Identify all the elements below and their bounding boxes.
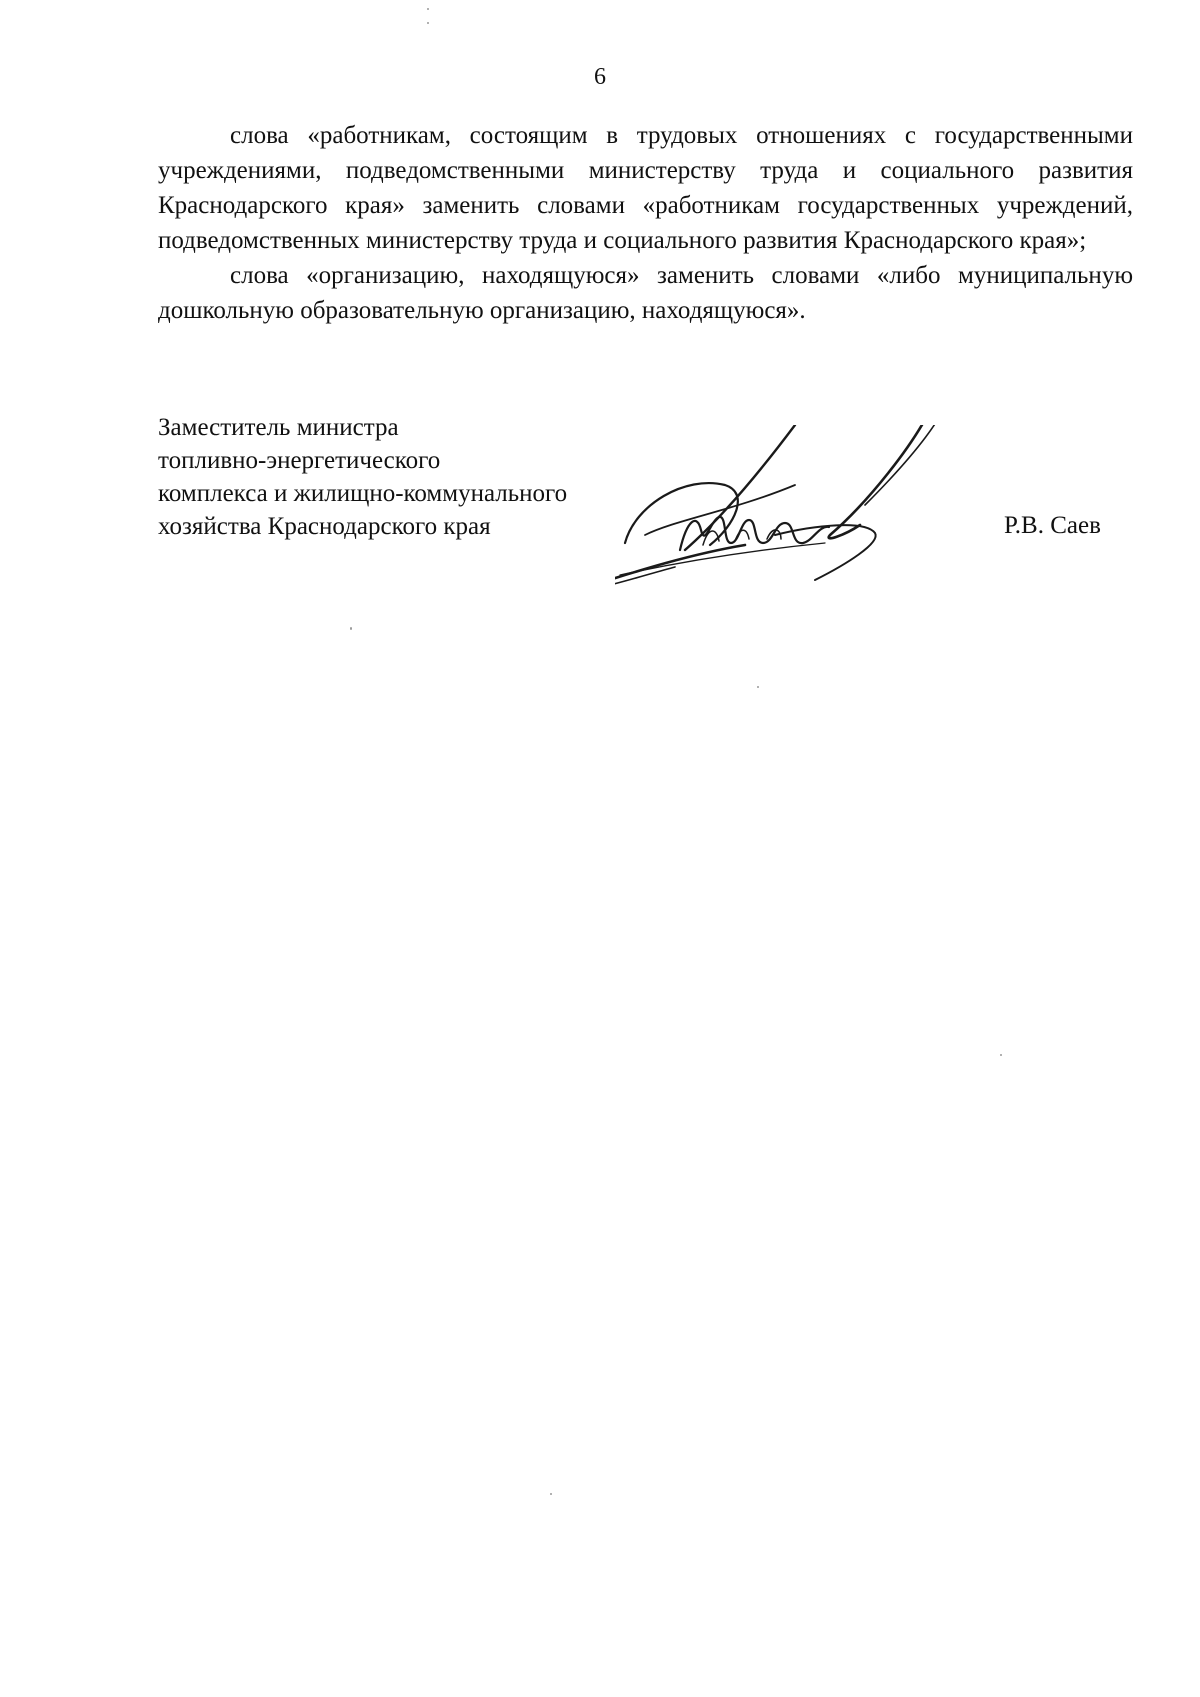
scan-speck	[757, 686, 759, 688]
signatory-title-line-1: Заместитель министра	[158, 414, 399, 441]
scan-speck	[550, 1493, 552, 1495]
paragraph-1: слова «работникам, состоящим в трудовых отношениях с государственными учреждениями, подведомственными министерству труда и социального развития Краснодарского края» заменить словами «работникам государственных учреждений, подведомственных министерству труда и социального развития Краснодарского края»;	[158, 122, 1133, 254]
paragraph-2: слова «организацию, находящуюся» заменить словами «либо муниципальную дошкольную образовательную организацию, находящуюся».	[158, 262, 1133, 324]
signatory-title-line-3: комплекса и жилищно-коммунального	[158, 480, 568, 507]
scan-speck	[427, 22, 429, 24]
scan-speck	[350, 627, 352, 630]
scan-speck	[427, 8, 429, 10]
scan-speck	[1000, 1054, 1002, 1056]
signer-name: Р.В. Саев	[1004, 512, 1101, 539]
signatory-title	[158, 411, 678, 543]
signatory-title-line-2: топливно-энергетического	[158, 447, 441, 474]
handwritten-signature-icon	[615, 425, 1035, 625]
page-number: 6	[594, 64, 606, 90]
document-body	[158, 118, 1133, 328]
signatory-title-line-4: хозяйства Краснодарского края	[158, 513, 491, 540]
